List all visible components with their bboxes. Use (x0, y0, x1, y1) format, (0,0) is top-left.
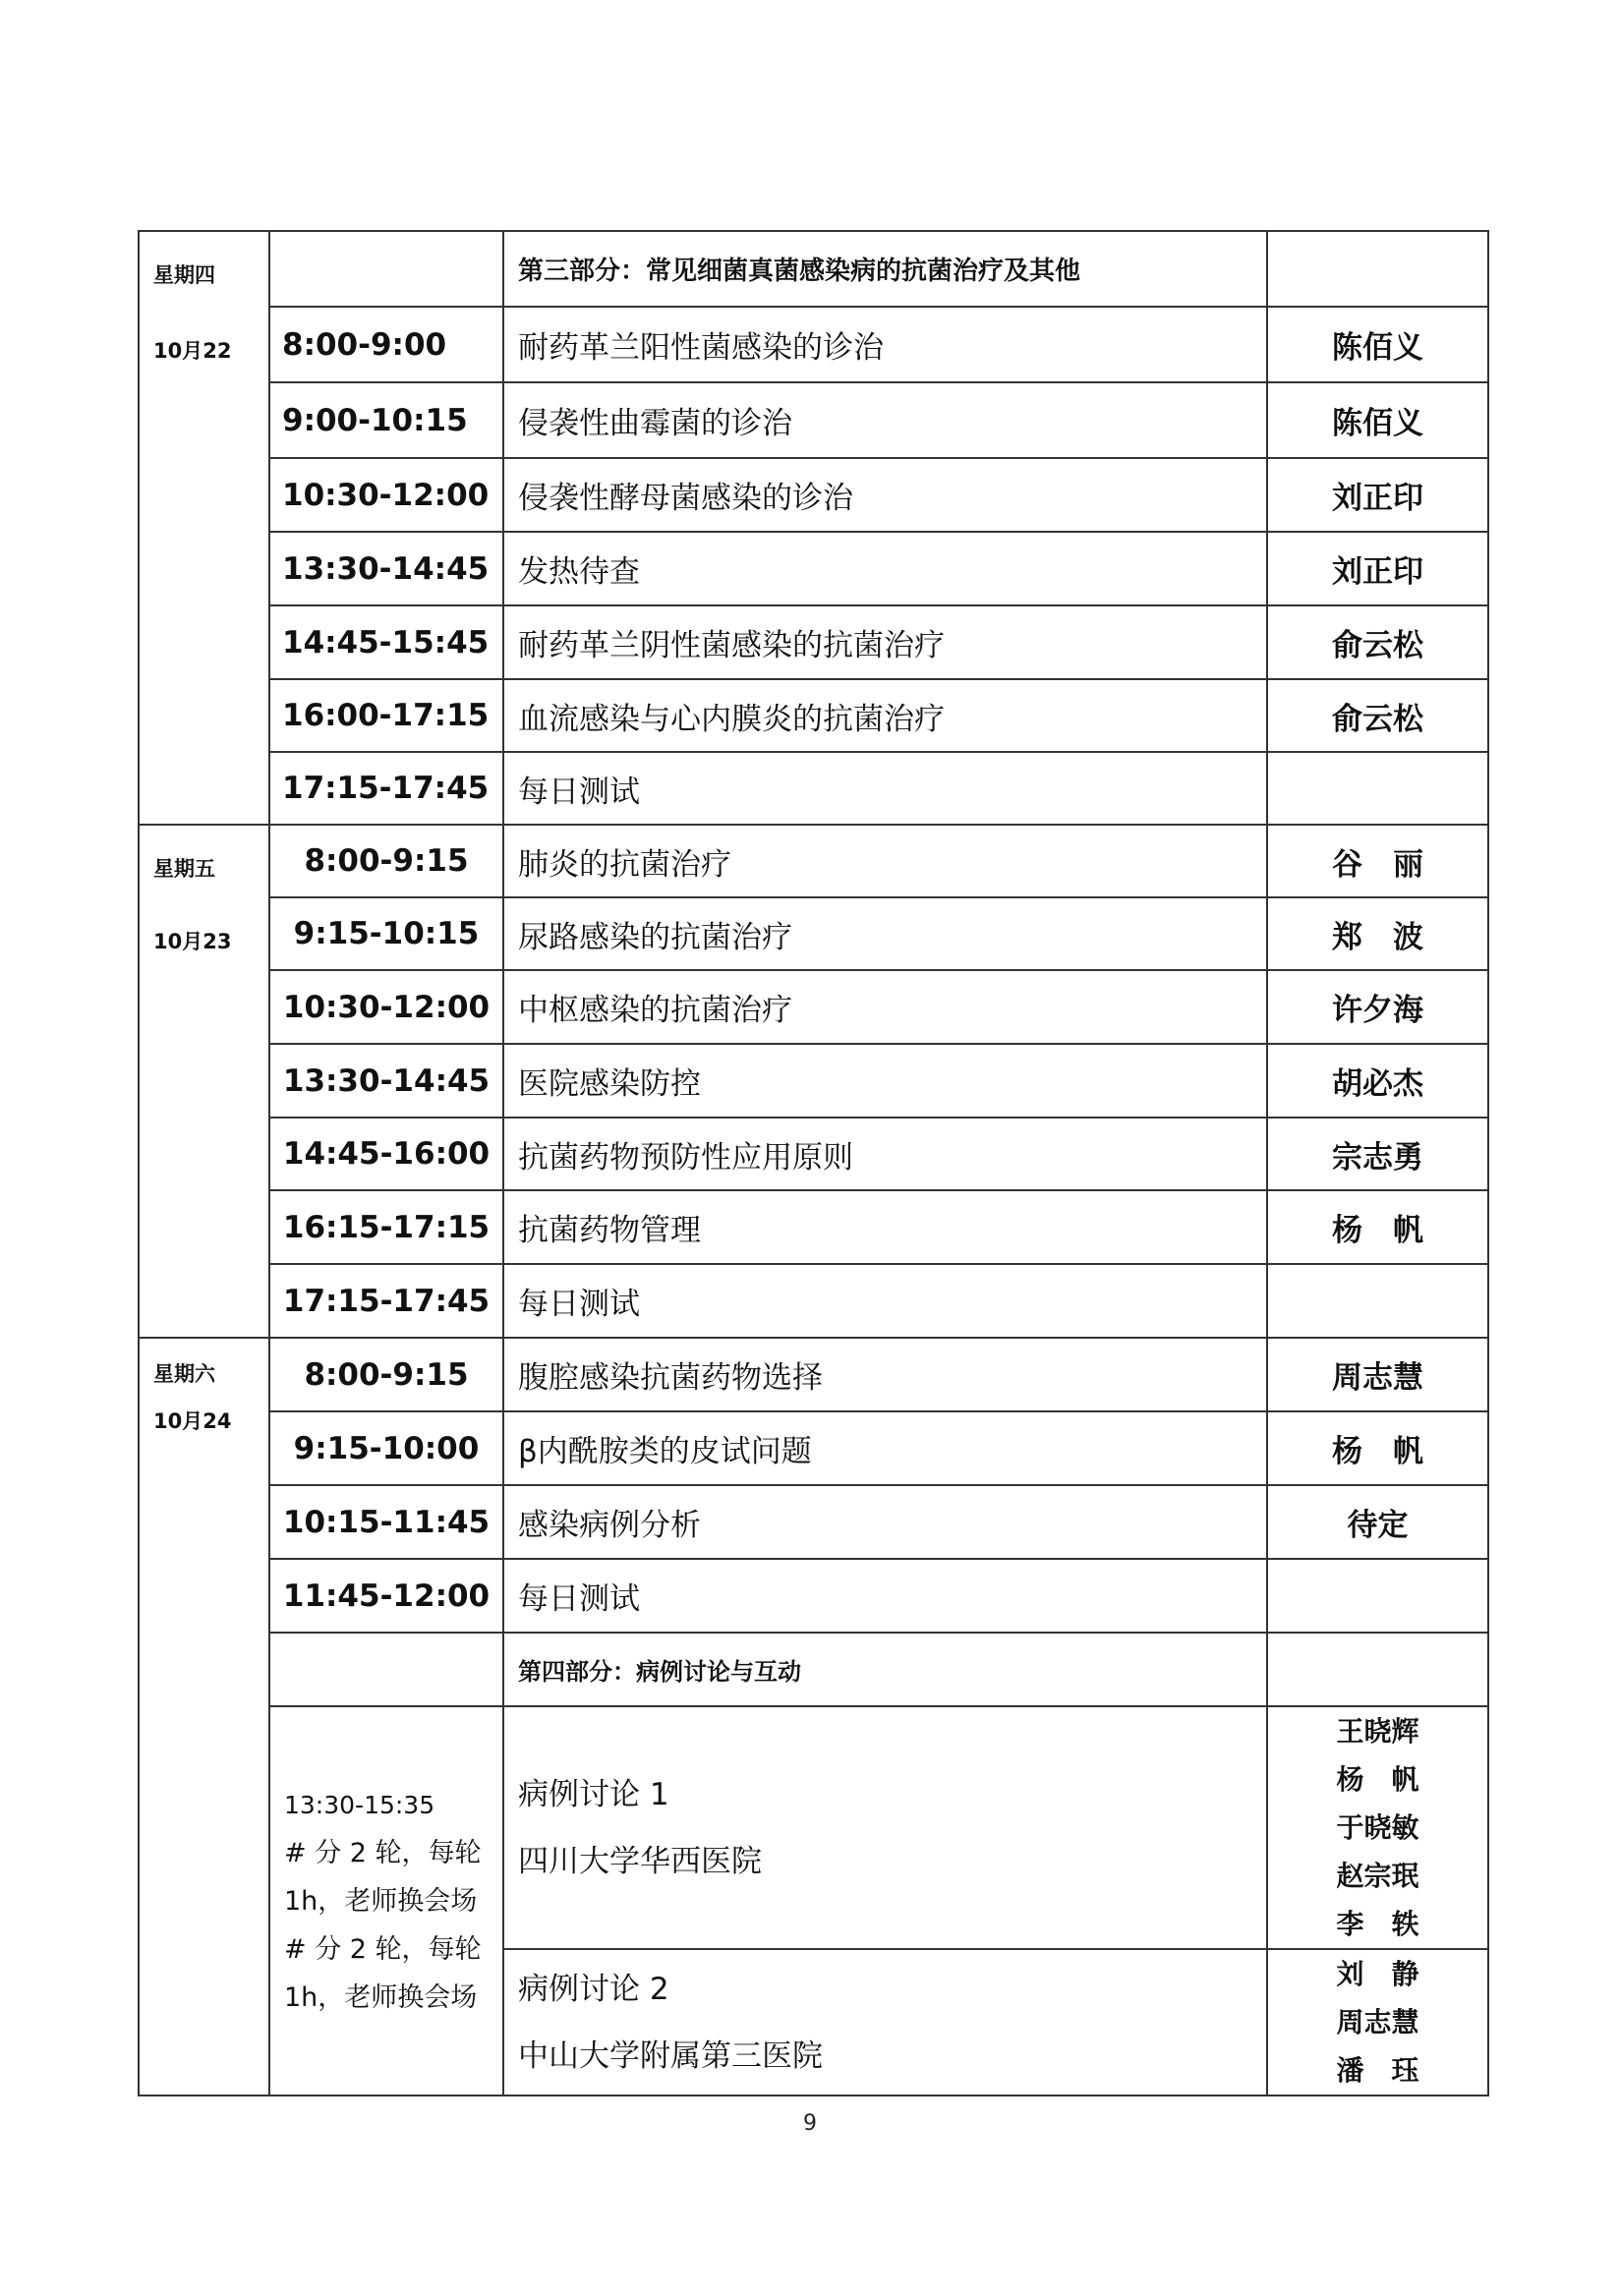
speaker-cell: 郑 波 (1267, 897, 1488, 970)
schedule-row (139, 679, 1488, 752)
schedule-row (139, 1411, 1488, 1485)
case-time-line: # 分 2 轮，每轮 (284, 1837, 482, 1868)
speaker-name: 于晓敏 (1336, 1811, 1419, 1844)
time-cell: 9:15-10:00 (269, 1411, 503, 1485)
speaker-cell: 刘正印 (1267, 532, 1488, 605)
time-cell: 14:45-16:00 (269, 1118, 503, 1190)
time-cell: 11:45-12:00 (269, 1559, 503, 1633)
speaker-name: 王晓辉 (1336, 1715, 1419, 1748)
schedule-row (139, 458, 1488, 532)
time-cell: 17:15-17:45 (269, 1264, 503, 1338)
time-cell: 10:30-12:00 (269, 458, 503, 532)
date-label: 10月23 (153, 930, 232, 953)
schedule-row (139, 605, 1488, 679)
topic-cell: 侵袭性酵母菌感染的诊治 (503, 458, 1267, 532)
day-label: 星期六 (153, 1362, 215, 1386)
speaker-cell: 刘正印 (1267, 458, 1488, 532)
speaker-cell (1267, 1559, 1488, 1633)
time-cell: 8:00-9:00 (269, 307, 503, 382)
schedule-row (139, 1559, 1488, 1633)
speaker-name: 杨 帆 (1336, 1763, 1419, 1796)
time-cell: 10:15-11:45 (269, 1485, 503, 1559)
time-cell: 8:00-9:15 (269, 825, 503, 897)
section-title: 第三部分：常见细菌真菌感染病的抗菌治疗及其他 (503, 231, 1267, 307)
schedule-row (139, 1118, 1488, 1190)
speaker-cell: 杨 帆 (1267, 1190, 1488, 1264)
case-time-line: 13:30-15:35 (284, 1790, 435, 1819)
case-title: 病例讨论 1 (518, 1776, 669, 1812)
schedule-row (139, 1264, 1488, 1338)
speaker-name: 潘 珏 (1336, 2054, 1419, 2087)
speaker-cell: 宗志勇 (1267, 1118, 1488, 1190)
case-speakers (1267, 1706, 1488, 1949)
case-topic-cell (503, 1706, 1267, 1949)
case-speakers (1267, 1949, 1488, 2095)
topic-cell: 每日测试 (503, 752, 1267, 825)
speaker-cell: 周志慧 (1267, 1338, 1488, 1411)
schedule-row (139, 752, 1488, 825)
page-number: 9 (803, 2111, 817, 2136)
date-label: 10月24 (153, 1409, 232, 1433)
topic-cell: 肺炎的抗菌治疗 (503, 825, 1267, 897)
speaker-name: 刘 静 (1336, 1958, 1419, 1990)
day-label: 星期五 (153, 857, 215, 881)
case-hospital: 中山大学附属第三医院 (518, 2038, 823, 2074)
day-cell-thursday (139, 231, 269, 825)
time-cell: 17:15-17:45 (269, 752, 503, 825)
day-label: 星期四 (153, 263, 215, 287)
time-cell: 13:30-14:45 (269, 532, 503, 605)
speaker-cell (1267, 1264, 1488, 1338)
schedule-table (138, 230, 1489, 2096)
schedule-row (139, 1190, 1488, 1264)
case-time-line: 1h，老师换会场 (284, 1885, 478, 1917)
schedule-row (139, 825, 1488, 897)
schedule-row (139, 1485, 1488, 1559)
day-cell-friday (139, 825, 269, 1338)
speaker-name: 李 轶 (1336, 1908, 1419, 1940)
schedule-row (139, 307, 1488, 382)
topic-cell: 血流感染与心内膜炎的抗菌治疗 (503, 679, 1267, 752)
speaker-cell: 待定 (1267, 1485, 1488, 1559)
schedule-row (139, 382, 1488, 458)
topic-cell: 发热待查 (503, 532, 1267, 605)
time-cell: 10:30-12:00 (269, 970, 503, 1044)
topic-cell: β内酰胺类的皮试问题 (503, 1411, 1267, 1485)
topic-cell: 耐药革兰阳性菌感染的诊治 (503, 307, 1267, 382)
speaker-cell: 俞云松 (1267, 679, 1488, 752)
case-hospital: 四川大学华西医院 (518, 1843, 762, 1879)
topic-cell: 医院感染防控 (503, 1044, 1267, 1118)
section-title: 第四部分：病例讨论与互动 (503, 1633, 1267, 1706)
time-cell: 9:15-10:15 (269, 897, 503, 970)
schedule-row (139, 1044, 1488, 1118)
topic-cell: 侵袭性曲霉菌的诊治 (503, 382, 1267, 458)
time-cell: 13:30-14:45 (269, 1044, 503, 1118)
speaker-cell: 许夕海 (1267, 970, 1488, 1044)
case-row-1 (139, 1706, 1488, 1949)
speaker-cell (1267, 752, 1488, 825)
speaker-cell: 谷 丽 (1267, 825, 1488, 897)
date-label: 10月22 (153, 339, 232, 363)
speaker-cell: 杨 帆 (1267, 1411, 1488, 1485)
topic-cell: 每日测试 (503, 1264, 1267, 1338)
topic-cell: 每日测试 (503, 1559, 1267, 1633)
case-time-line: 1h，老师换会场 (284, 1981, 478, 2013)
schedule-row (139, 970, 1488, 1044)
time-cell: 9:00-10:15 (269, 382, 503, 458)
day-cell-saturday (139, 1338, 269, 2095)
schedule-row (139, 897, 1488, 970)
schedule-row (139, 1338, 1488, 1411)
case-time-cell (269, 1706, 503, 2095)
speaker-cell: 陈佰义 (1267, 382, 1488, 458)
speaker-cell: 俞云松 (1267, 605, 1488, 679)
speaker-name: 赵宗珉 (1336, 1860, 1419, 1892)
time-cell: 14:45-15:45 (269, 605, 503, 679)
topic-cell: 中枢感染的抗菌治疗 (503, 970, 1267, 1044)
time-cell: 8:00-9:15 (269, 1338, 503, 1411)
case-title: 病例讨论 2 (518, 1971, 669, 2007)
time-cell: 16:00-17:15 (269, 679, 503, 752)
topic-cell: 耐药革兰阴性菌感染的抗菌治疗 (503, 605, 1267, 679)
topic-cell: 抗菌药物管理 (503, 1190, 1267, 1264)
topic-cell: 腹腔感染抗菌药物选择 (503, 1338, 1267, 1411)
case-time-line: # 分 2 轮，每轮 (284, 1933, 482, 1965)
case-topic-cell (503, 1949, 1267, 2095)
speaker-name: 周志慧 (1336, 2006, 1419, 2038)
topic-cell: 抗菌药物预防性应用原则 (503, 1118, 1267, 1190)
speaker-cell: 胡必杰 (1267, 1044, 1488, 1118)
schedule-row (139, 532, 1488, 605)
topic-cell: 尿路感染的抗菌治疗 (503, 897, 1267, 970)
topic-cell: 感染病例分析 (503, 1485, 1267, 1559)
speaker-cell: 陈佰义 (1267, 307, 1488, 382)
time-cell: 16:15-17:15 (269, 1190, 503, 1264)
